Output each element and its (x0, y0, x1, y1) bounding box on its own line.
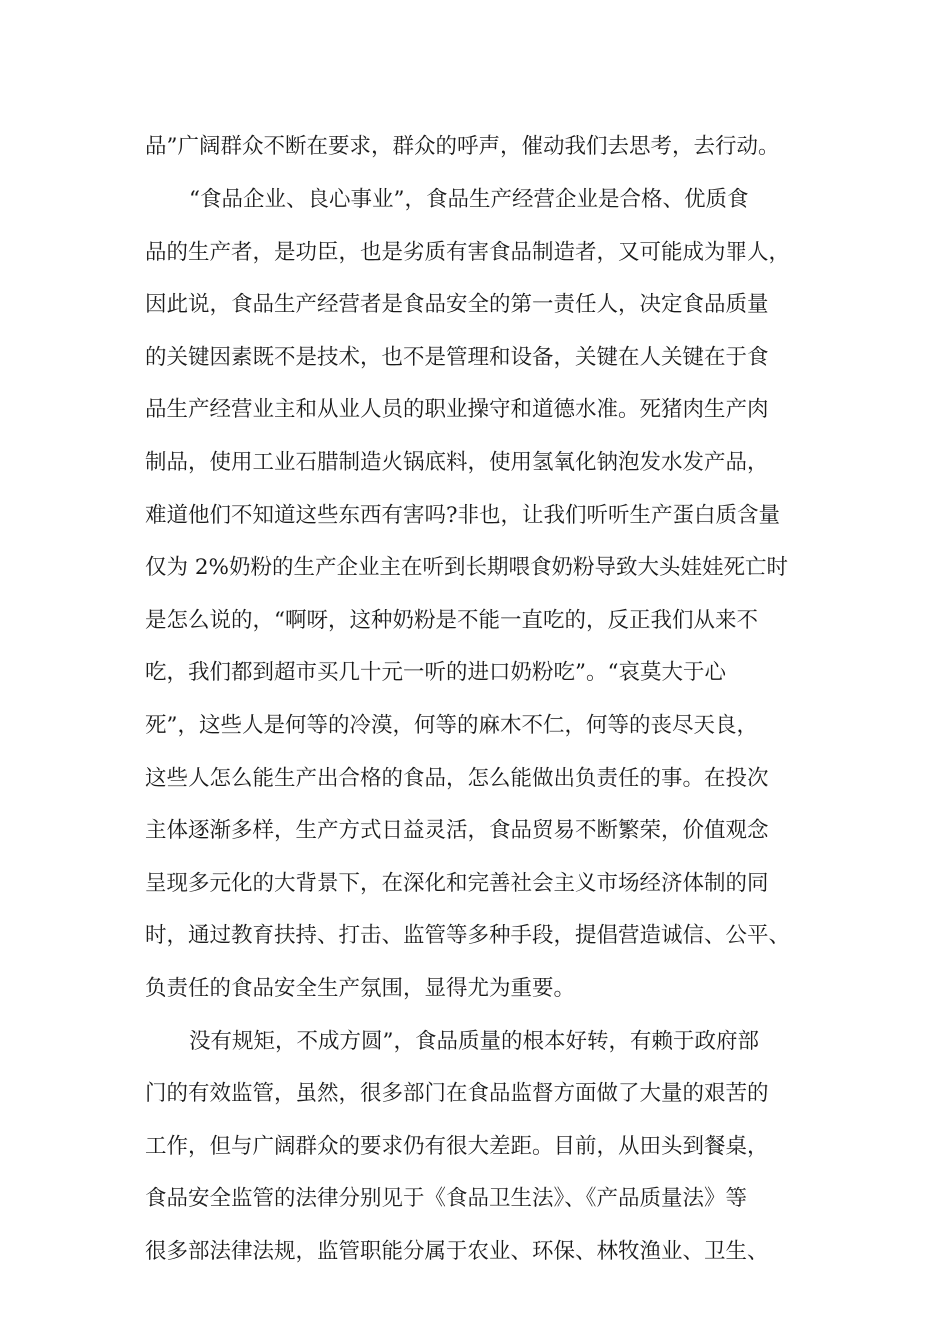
text-line: 负责任的食品安全生产氛围，显得尤为重要。 (145, 976, 576, 1001)
text-line: 主体逐渐多样，生产方式日益灵活，食品贸易不断繁荣，价值观念 (145, 818, 769, 843)
text-line: 难道他们不知道这些东西有害吗?非也，让我们听听生产蛋白质含量 (145, 503, 781, 528)
text-line: 没有规矩，不成方圆”，食品质量的根本好转，有赖于政府部 (189, 1029, 759, 1054)
text-line: 的关键因素既不是技术，也不是管理和设备，关键在人关键在于食 (145, 345, 769, 370)
text-line: 制品，使用工业石腊制造火锅底料，使用氢氧化钠泡发水发产品， (145, 450, 769, 475)
text-line: 仅为 2%奶粉的生产企业主在听到长期喂食奶粉导致大头娃娃死亡时 (145, 555, 788, 580)
text-line: 是怎么说的，“啊呀，这种奶粉是不能一直吃的，反正我们从来不 (145, 608, 758, 633)
text-line: 因此说，食品生产经营者是食品安全的第一责任人，决定食品质量 (145, 292, 769, 317)
text-line: 这些人怎么能生产出合格的食品，怎么能做出负责任的事。在投次 (145, 766, 769, 791)
text-line: 工作，但与广阔群众的要求仍有很大差距。目前，从田头到餐桌， (145, 1134, 769, 1159)
text-line: 很多部法律法规，监管职能分属于农业、环保、林牧渔业、卫生、 (145, 1239, 769, 1264)
text-line: 品的生产者，是功臣，也是劣质有害食品制造者，又可能成为罪人， (145, 240, 791, 265)
text-line: 门的有效监管，虽然，很多部门在食品监督方面做了大量的艰苦的 (145, 1081, 769, 1106)
text-line: “食品企业、良心事业”，食品生产经营企业是合格、优质食 (189, 187, 749, 212)
text-line: 食品安全监管的法律分别见于《食品卫生法》、《产品质量法》等 (145, 1186, 748, 1211)
text-line: 死”，这些人是何等的冷漠，何等的麻木不仁，何等的丧尽天良， (145, 713, 758, 738)
text-line: 时，通过教育扶持、打击、监管等多种手段，提倡营造诚信、公平、 (145, 923, 791, 948)
text-line: 品生产经营业主和从业人员的职业操守和道德水准。死猪肉生产肉 (145, 397, 769, 422)
text-line: 品”广阔群众不断在要求，群众的呼声，催动我们去思考，去行动。 (145, 134, 780, 159)
text-line: 吃，我们都到超市买几十元一听的进口奶粉吃”。“哀莫大于心 (145, 660, 726, 685)
text-line: 呈现多元化的大背景下，在深化和完善社会主义市场经济体制的同 (145, 871, 769, 896)
